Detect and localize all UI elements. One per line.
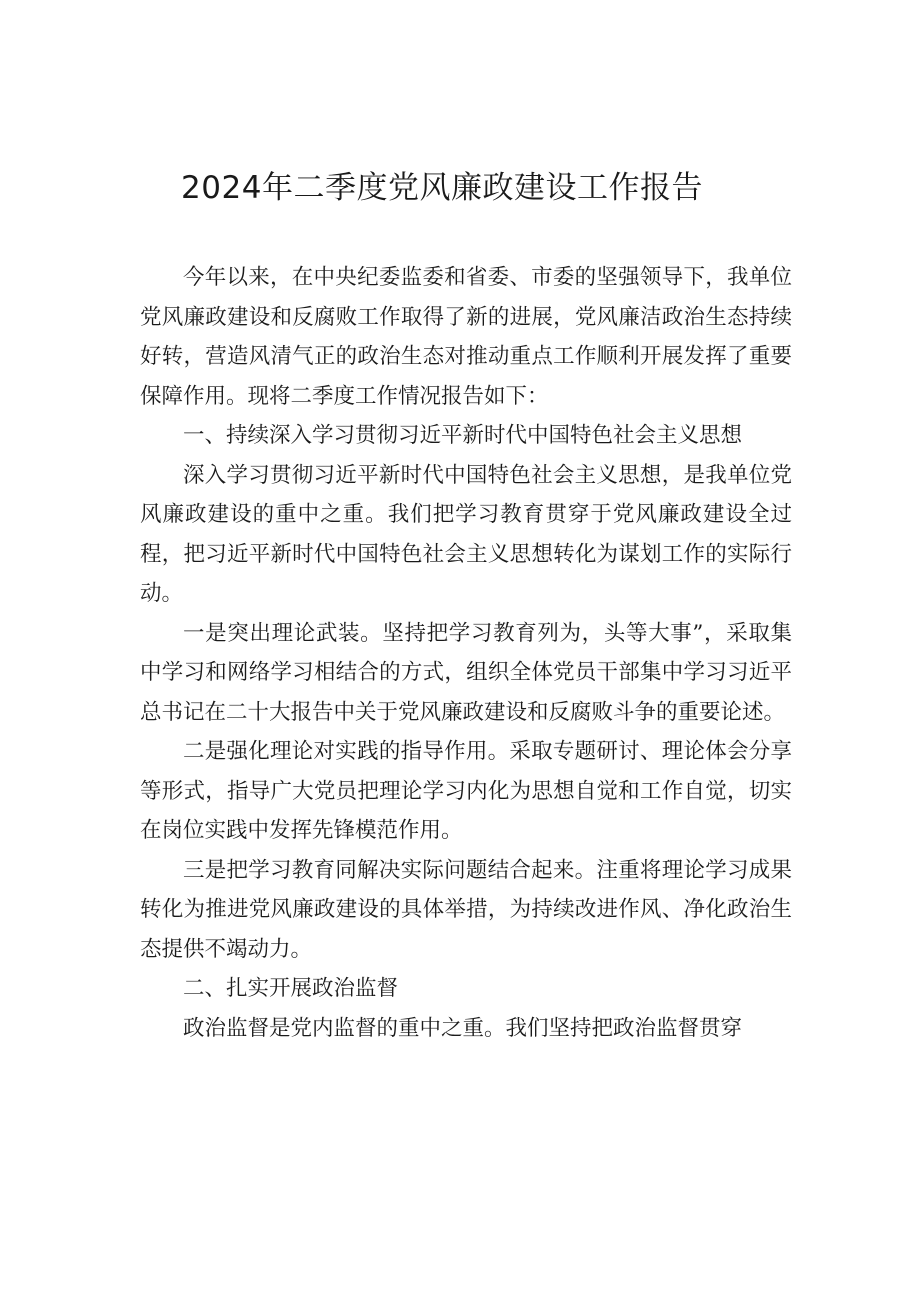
paragraph-section-2: 政治监督是党内监督的重中之重。我们坚持把政治监督贯穿 (183, 1015, 743, 1041)
paragraph-intro: 今年以来，在中央纪委监委和省委、市委的坚强领导下，我单位党风廉政建设和反腐败工作取得了新的进展，党风廉洁政治生态持续好转，营造风清气正的政治生态对推动重点工作顺利开展发挥了重要保障作用。现将二季度工作情况报告如下： (140, 265, 792, 409)
paragraph-section-1: 深入学习贯彻习近平新时代中国特色社会主义思想，是我单位党风廉政建设的重中之重。我们把学习教育贯穿于党风廉政建设全过程，把习近平新时代中国特色社会主义思想转化为谋划工作的实际行动。 (140, 462, 792, 606)
paragraph-point-1: 一是突出理论武装。坚持把学习教育列为，头等大事”，采取集中学习和网络学习相结合的方式，组织全体党员干部集中学习习近平总书记在二十大报告中关于党风廉政建设和反腐败斗争的重要论述。 (140, 620, 792, 725)
paragraph-point-3: 三是把学习教育同解决实际问题结合起来。注重将理论学习成果转化为推进党风廉政建设的具体举措，为持续改进作风、净化政治生态提供不竭动力。 (140, 857, 792, 962)
section-heading-2: 二、扎实开展政治监督 (183, 976, 399, 1001)
document-body (140, 258, 792, 1048)
document-title: 2024年二季度党风廉政建设工作报告 (181, 170, 703, 206)
paragraph-point-2: 二是强化理论对实践的指导作用。采取专题研讨、理论体会分享等形式，指导广大党员把理论学习内化为思想自觉和工作自觉，切实在岗位实践中发挥先锋模范作用。 (140, 739, 792, 843)
section-heading-1: 一、持续深入学习贯彻习近平新时代中国特色社会主义思想 (183, 423, 743, 448)
